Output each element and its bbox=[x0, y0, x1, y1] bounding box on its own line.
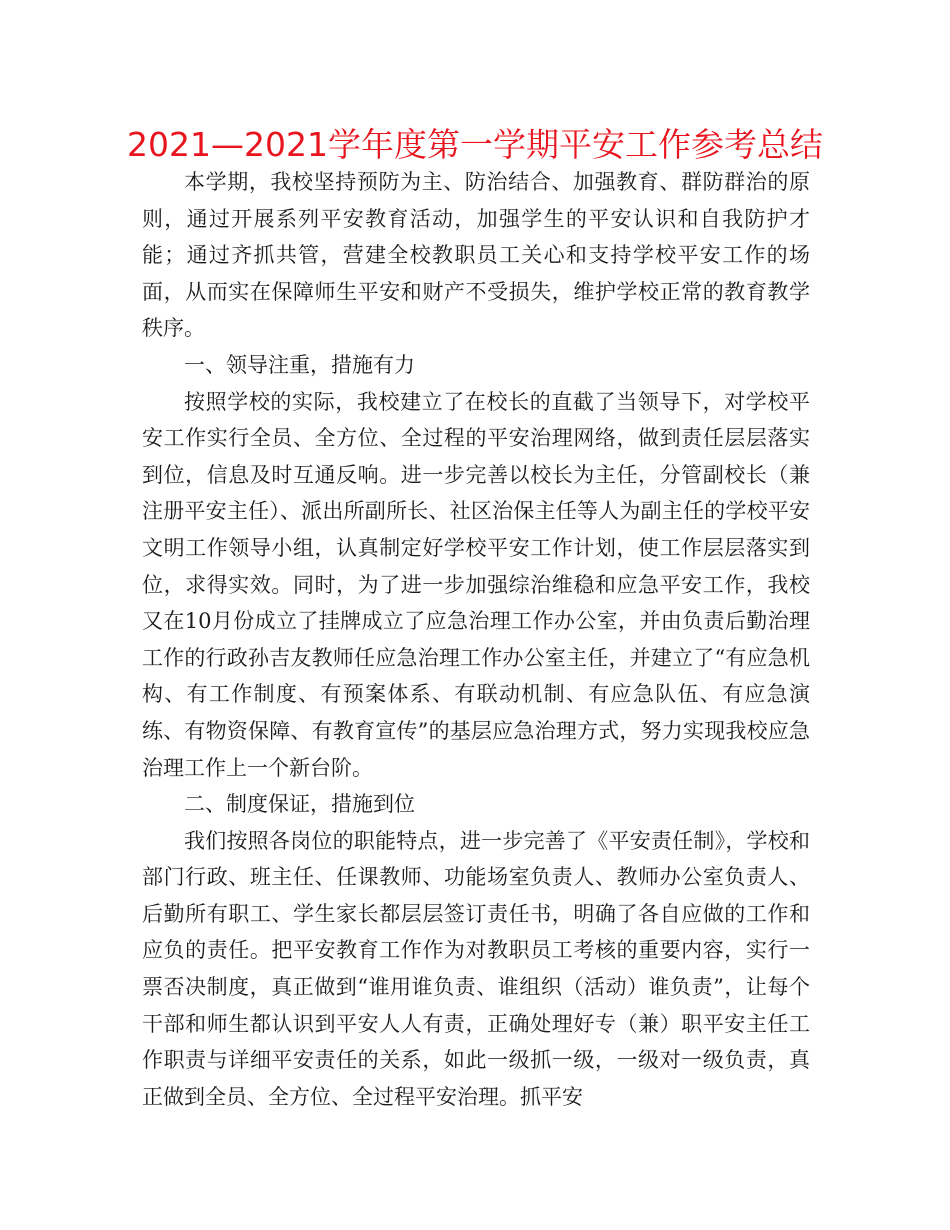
paragraph-system: 我们按照各岗位的职能特点，进一步完善了《平安责任制》，学校和部门行政、班主任、任课教师、功能场室负责人、教师办公室负责人、后勤所有职工、学生家长都层层签订责任书，明确了各自应做的工作和应负的责任。把平安教育工作作为对教职员工考核的重要内容，实行一票否决制度，真正做到“谁用谁负责、谁组织（活动）谁负责”，让每个干部和师生都认识到平安人人有责，正确处理好专（兼）职平安主任工作职责与详细平安责任的关系，如此一级抓一级，一级对一级负责，真正做到全员、全方位、全过程平安治理。抓平安 bbox=[142, 828, 810, 1109]
document-title: 2021—2021学年度第一学期平安工作参考总结 bbox=[127, 125, 823, 164]
paragraph-leadership: 按照学校的实际，我校建立了在校长的直截了当领导下，对学校平安工作实行全员、全方位、全过程的平安治理网络，做到责任层层落实到位，信息及时互通反响。进一步完善以校长为主任，分管副校长（兼注册平安主任）、派出所副所长、社区治保主任等人为副主任的学校平安文明工作领导小组，认真制定好学校平安工作计划，使工作层层落实到位，求得实效。同时，为了进一步加强综治维稳和应急平安工作，我校又在10月份成立了挂牌成立了应急治理工作办公室，并由负责后勤治理工作的行政孙吉友教师任应急治理工作办公室主任，并建立了“有应急机构、有工作制度、有预案体系、有联动机制、有应急队伍、有应急演练、有物资保障、有教育宣传”的基层应急治理方式，努力实现我校应急治理工作上一个新台阶。 bbox=[142, 389, 810, 780]
section-heading-leadership: 一、领导注重，措施有力 bbox=[184, 352, 415, 377]
document-body bbox=[142, 164, 810, 1115]
paragraph-intro: 本学期，我校坚持预防为主、防治结合、加强教育、群防群治的原则，通过开展系列平安教育活动，加强学生的平安认识和自我防护才能；通过齐抓共管，营建全校教职员工关心和支持学校平安工作的场面，从而实在保障师生平安和财产不受损失，维护学校正常的教育教学秩序。 bbox=[142, 170, 810, 341]
section-heading-system: 二、制度保证，措施到位 bbox=[184, 792, 415, 817]
